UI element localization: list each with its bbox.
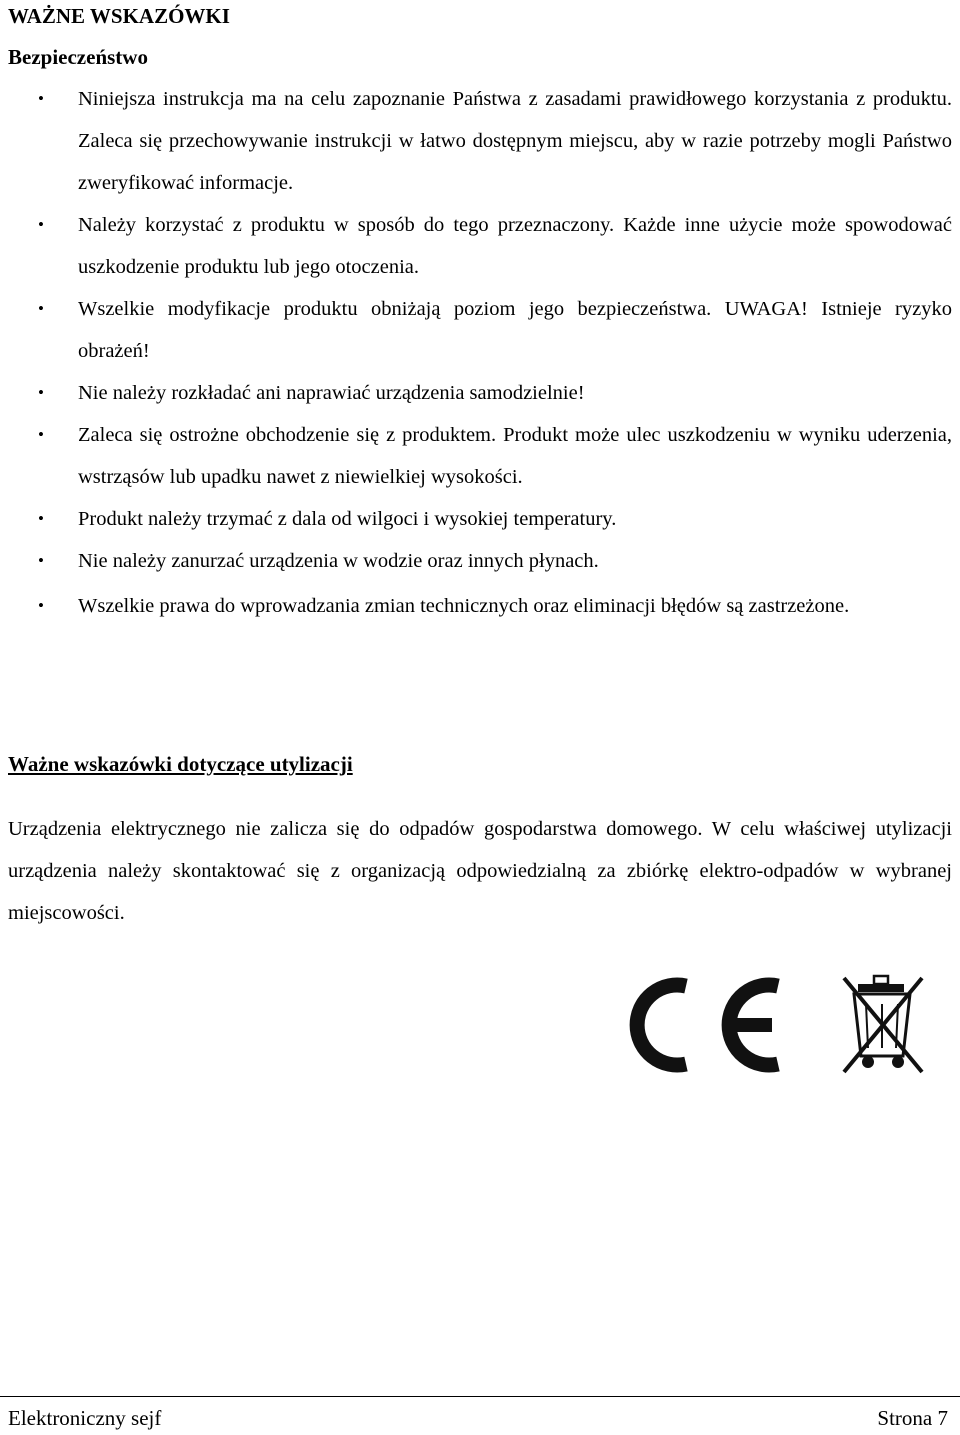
section-heading-disposal: Ważne wskazówki dotyczące utylizacji: [8, 752, 353, 776]
list-item: • Produkt należy trzymać z dala od wilgoci i wysokiej temperatury.: [0, 498, 960, 540]
safety-list: [0, 78, 960, 627]
section-heading-safety: Bezpieczeństwo: [8, 45, 148, 69]
list-item: • Nie należy rozkładać ani naprawiać urządzenia samodzielnie!: [0, 372, 960, 414]
compliance-marks: [622, 970, 942, 1080]
ce-mark-icon: [637, 985, 778, 1065]
footer-page-number: Strona 7: [877, 1406, 948, 1430]
list-item: • Należy korzystać z produktu w sposób do tego przeznaczony. Każde inne użycie może spowodować uszkodzenie produktu lub jego otoczenia.: [0, 204, 960, 288]
disposal-paragraph: Urządzenia elektrycznego nie zalicza się do odpadów gospodarstwa domowego. W celu właściwej utylizacji urządzenia należy skontaktować się z organizacją odpowiedzialną za zbiórkę elektro-odpadów w wybranej miejscowości.: [8, 818, 952, 924]
footer-document-title: Elektroniczny sejf: [8, 1406, 162, 1430]
crossed-out-wheelie-bin-icon: [844, 976, 922, 1072]
list-item: • Wszelkie prawa do wprowadzania zmian technicznych oraz eliminacji błędów są zastrzeżone.: [0, 585, 960, 627]
list-item: • Niniejsza instrukcja ma na celu zapoznanie Państwa z zasadami prawidłowego korzystania z produktu. Zaleca się przechowywanie instrukcji w łatwo dostępnym miejscu, aby w razie potrzeby mogli Państwo zweryfikować informacje.: [0, 78, 960, 204]
footer-divider: [0, 1396, 960, 1397]
list-item: • Zaleca się ostrożne obchodzenie się z produktem. Produkt może ulec uszkodzeniu w wyniku uderzenia, wstrząsów lub upadku nawet z niewielkiej wysokości.: [0, 414, 960, 498]
list-item: • Wszelkie modyfikacje produktu obniżają poziom jego bezpieczeństwa. UWAGA! Istnieje ryzyko obrażeń!: [0, 288, 960, 372]
page-title: WAŻNE WSKAZÓWKI: [8, 4, 230, 28]
list-item: • Nie należy zanurzać urządzenia w wodzie oraz innych płynach.: [0, 540, 960, 582]
